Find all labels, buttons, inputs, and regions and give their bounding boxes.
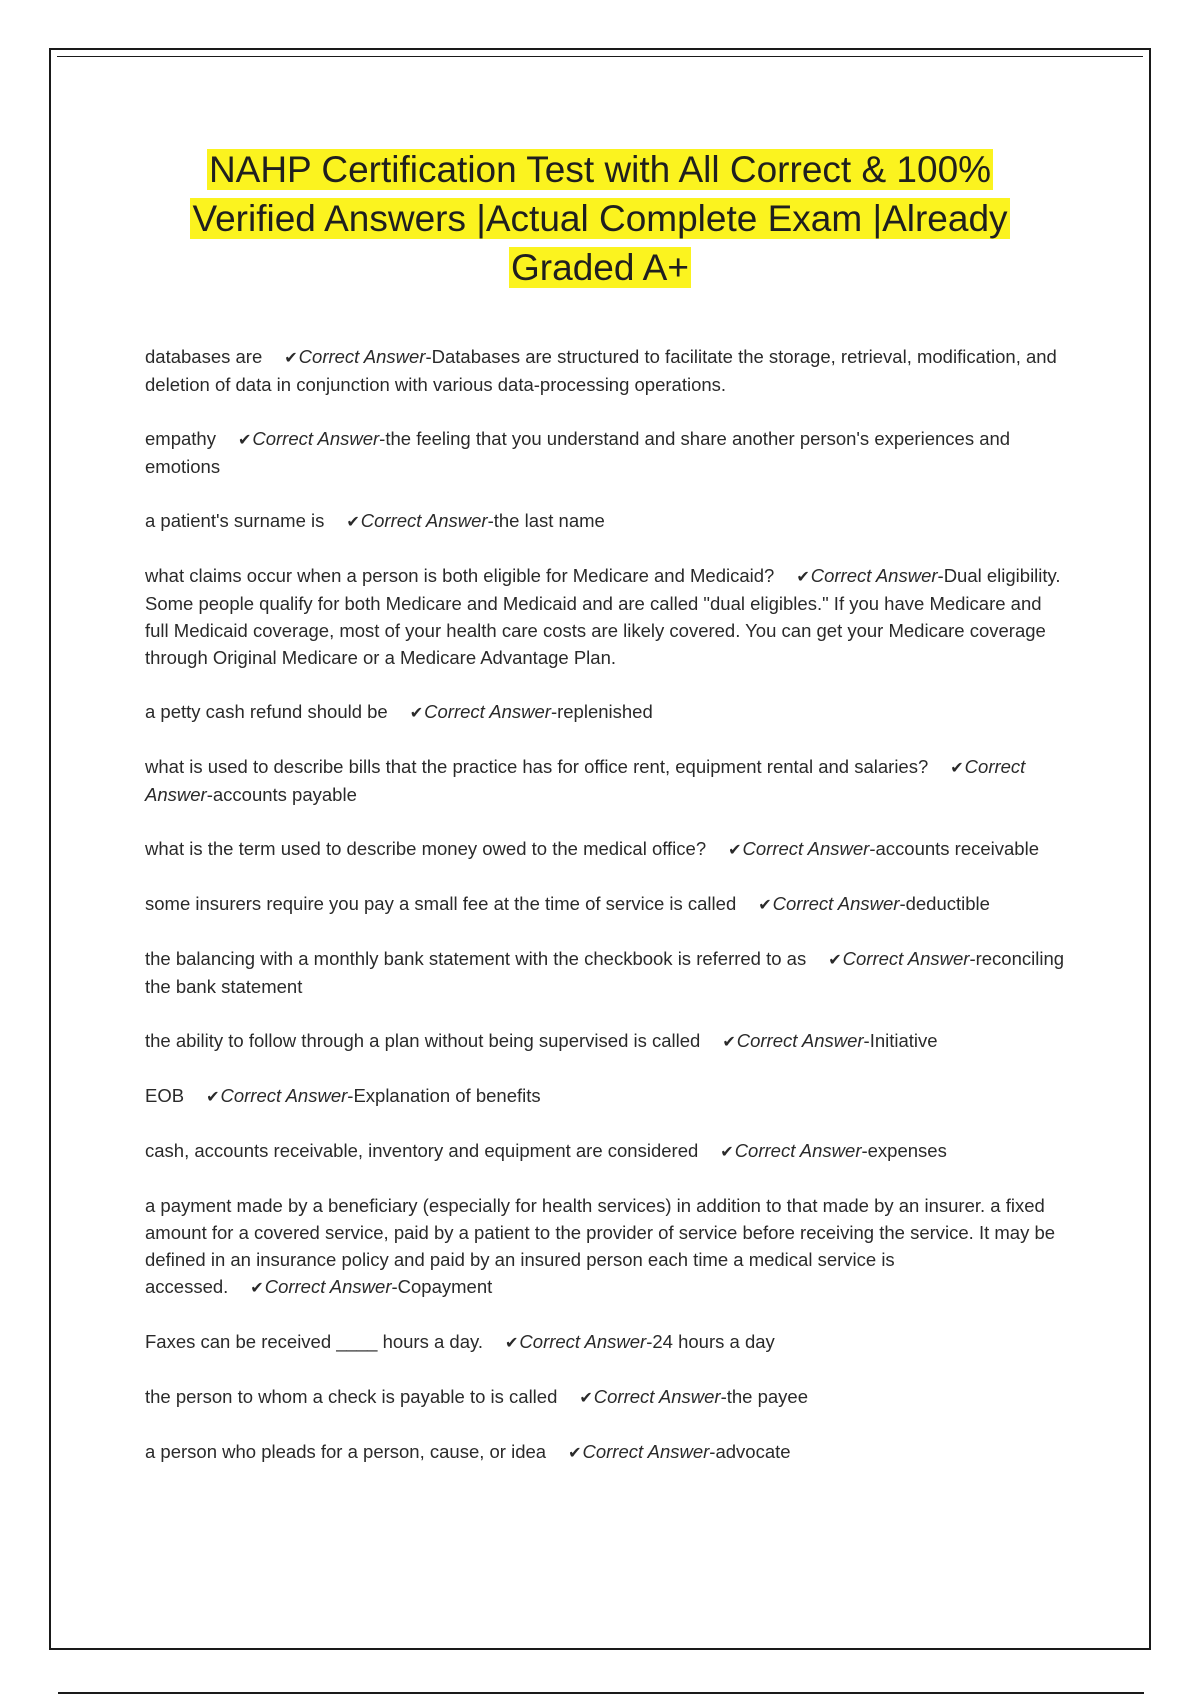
question-text: the ability to follow through a plan without being supervised is called [145, 1030, 701, 1051]
answer-text: -Initiative [863, 1030, 938, 1051]
question-text: a patient's surname is [145, 510, 325, 531]
question-text: Faxes can be received ____ hours a day. [145, 1331, 484, 1352]
qa-item [145, 890, 1065, 918]
checkmark-icon: ✔ [237, 430, 252, 449]
qa-item [145, 1027, 1065, 1055]
correct-answer-text: Correct Answer [593, 1386, 721, 1407]
question-text: what is the term used to describe money owed to the medical office? [145, 838, 707, 859]
question-text: the balancing with a monthly bank statement with the checkbook is referred to as [145, 948, 807, 969]
question-text: the person to whom a check is payable to is called [145, 1386, 558, 1407]
correct-answer-label [250, 1276, 391, 1297]
correct-answer-text: Correct Answer [742, 838, 870, 859]
answer-text: -advocate [709, 1441, 791, 1462]
question-text: a petty cash refund should be [145, 701, 388, 722]
checkmark-icon: ✔ [346, 512, 360, 531]
correct-answer-text: Correct Answer [220, 1085, 348, 1106]
qa-item [145, 343, 1065, 398]
question-text: cash, accounts receivable, inventory and equipment are considered [145, 1140, 699, 1161]
page-bottom-rule [58, 1692, 1144, 1694]
checkmark-icon: ✔ [505, 1333, 519, 1352]
answer-text: -accounts payable [206, 784, 357, 805]
correct-answer-label [206, 1085, 347, 1106]
question-text: a person who pleads for a person, cause, or idea [145, 1441, 547, 1462]
qa-item [145, 1328, 1065, 1356]
answer-text: -Dual eligibility. Some people qualify for both Medicare and Medicaid and are called "dual eligibles." If you have Medicare and full Medicaid coverage, most of your health care costs are likely covered. You can get your Medicare coverage through Original Medicare or a Medicare Advantage Plan. [145, 565, 1061, 668]
answer-text: -reconciling the bank statement [145, 948, 1065, 997]
checkmark-icon: ✔ [796, 567, 810, 586]
qa-item [145, 562, 1065, 671]
question-text: databases are [145, 346, 263, 367]
checkmark-icon: ✔ [206, 1087, 220, 1106]
question-text: a payment made by a beneficiary (especially for health services) in addition to that made by an insurer. a fixed amount for a covered service, paid by a patient to the provider of service before receiving the service. It may be defined in an insurance policy and paid by an insured person each time a medical service is accessed. [145, 1195, 1056, 1297]
correct-answer-text: Correct Answer [252, 428, 380, 449]
correct-answer-text: Correct Answer [145, 756, 1026, 805]
qa-item [145, 945, 1065, 1000]
correct-answer-label [284, 346, 425, 367]
correct-answer-text: Correct Answer [519, 1331, 647, 1352]
qa-item [145, 835, 1065, 863]
answer-text: -24 hours a day [646, 1331, 775, 1352]
correct-answer-label [568, 1441, 709, 1462]
answer-text: -replenished [550, 701, 653, 722]
question-text: EOB [145, 1085, 185, 1106]
title-line: NAHP Certification Test with All Correct & 100% [208, 149, 992, 190]
correct-answer-label [410, 701, 551, 722]
correct-answer-label [505, 1331, 646, 1352]
answer-text: -deductible [899, 893, 990, 914]
correct-answer-text: Correct Answer [736, 1030, 864, 1051]
qa-item [145, 1137, 1065, 1165]
answer-text: -expenses [861, 1140, 947, 1161]
correct-answer-label [346, 510, 487, 531]
document-title [120, 145, 1080, 292]
answer-text: -Explanation of benefits [347, 1085, 541, 1106]
checkmark-icon: ✔ [828, 950, 842, 969]
correct-answer-label [722, 1030, 863, 1051]
qa-item [145, 1383, 1065, 1411]
correct-answer-text: Correct Answer [298, 346, 426, 367]
checkmark-icon: ✔ [758, 895, 772, 914]
correct-answer-label [720, 1140, 861, 1161]
qa-item [145, 507, 1065, 535]
correct-answer-text: Correct Answer [734, 1140, 862, 1161]
correct-answer-text: Correct Answer [582, 1441, 710, 1462]
answer-text: -the feeling that you understand and share another person's experiences and emotions [145, 428, 1011, 477]
correct-answer-label [796, 565, 937, 586]
checkmark-icon: ✔ [722, 1032, 736, 1051]
qa-item [145, 425, 1065, 480]
correct-answer-label [728, 838, 869, 859]
question-text: what claims occur when a person is both eligible for Medicare and Medicaid? [145, 565, 775, 586]
answer-text: -Copayment [391, 1276, 493, 1297]
checkmark-icon: ✔ [568, 1443, 582, 1462]
checkmark-icon: ✔ [284, 348, 298, 367]
correct-answer-text: Correct Answer [810, 565, 938, 586]
qa-list [145, 343, 1065, 1493]
answer-text: -the last name [487, 510, 605, 531]
correct-answer-label [238, 428, 379, 449]
correct-answer-text: Correct Answer [772, 893, 900, 914]
checkmark-icon: ✔ [579, 1388, 593, 1407]
qa-item [145, 1192, 1065, 1301]
checkmark-icon: ✔ [409, 703, 424, 722]
qa-item [145, 1082, 1065, 1110]
title-line: Verified Answers |Actual Complete Exam |Already [192, 198, 1008, 239]
answer-text: -Databases are structured to facilitate the storage, retrieval, modification, and deletion of data in conjunction with various data-processing operations. [145, 346, 1057, 395]
correct-answer-label [758, 893, 899, 914]
correct-answer-text: Correct Answer [424, 701, 551, 722]
correct-answer-label [828, 948, 969, 969]
question-text: what is used to describe bills that the practice has for office rent, equipment rental and salaries? [145, 756, 929, 777]
checkmark-icon: ✔ [728, 840, 742, 859]
correct-answer-text: Correct Answer [842, 948, 970, 969]
answer-text: -accounts receivable [869, 838, 1039, 859]
page-border-top-rule [57, 56, 1143, 57]
checkmark-icon: ✔ [250, 1278, 264, 1297]
qa-item [145, 753, 1065, 808]
question-text: empathy [145, 428, 216, 449]
answer-text: -the payee [720, 1386, 809, 1407]
correct-answer-text: Correct Answer [360, 510, 488, 531]
qa-item [145, 1438, 1065, 1466]
question-text: some insurers require you pay a small fee at the time of service is called [145, 893, 737, 914]
correct-answer-text: Correct Answer [264, 1276, 392, 1297]
correct-answer-label [579, 1386, 720, 1407]
checkmark-icon: ✔ [720, 1142, 734, 1161]
checkmark-icon: ✔ [950, 758, 964, 777]
qa-item [145, 698, 1065, 726]
title-line: Graded A+ [511, 247, 689, 288]
